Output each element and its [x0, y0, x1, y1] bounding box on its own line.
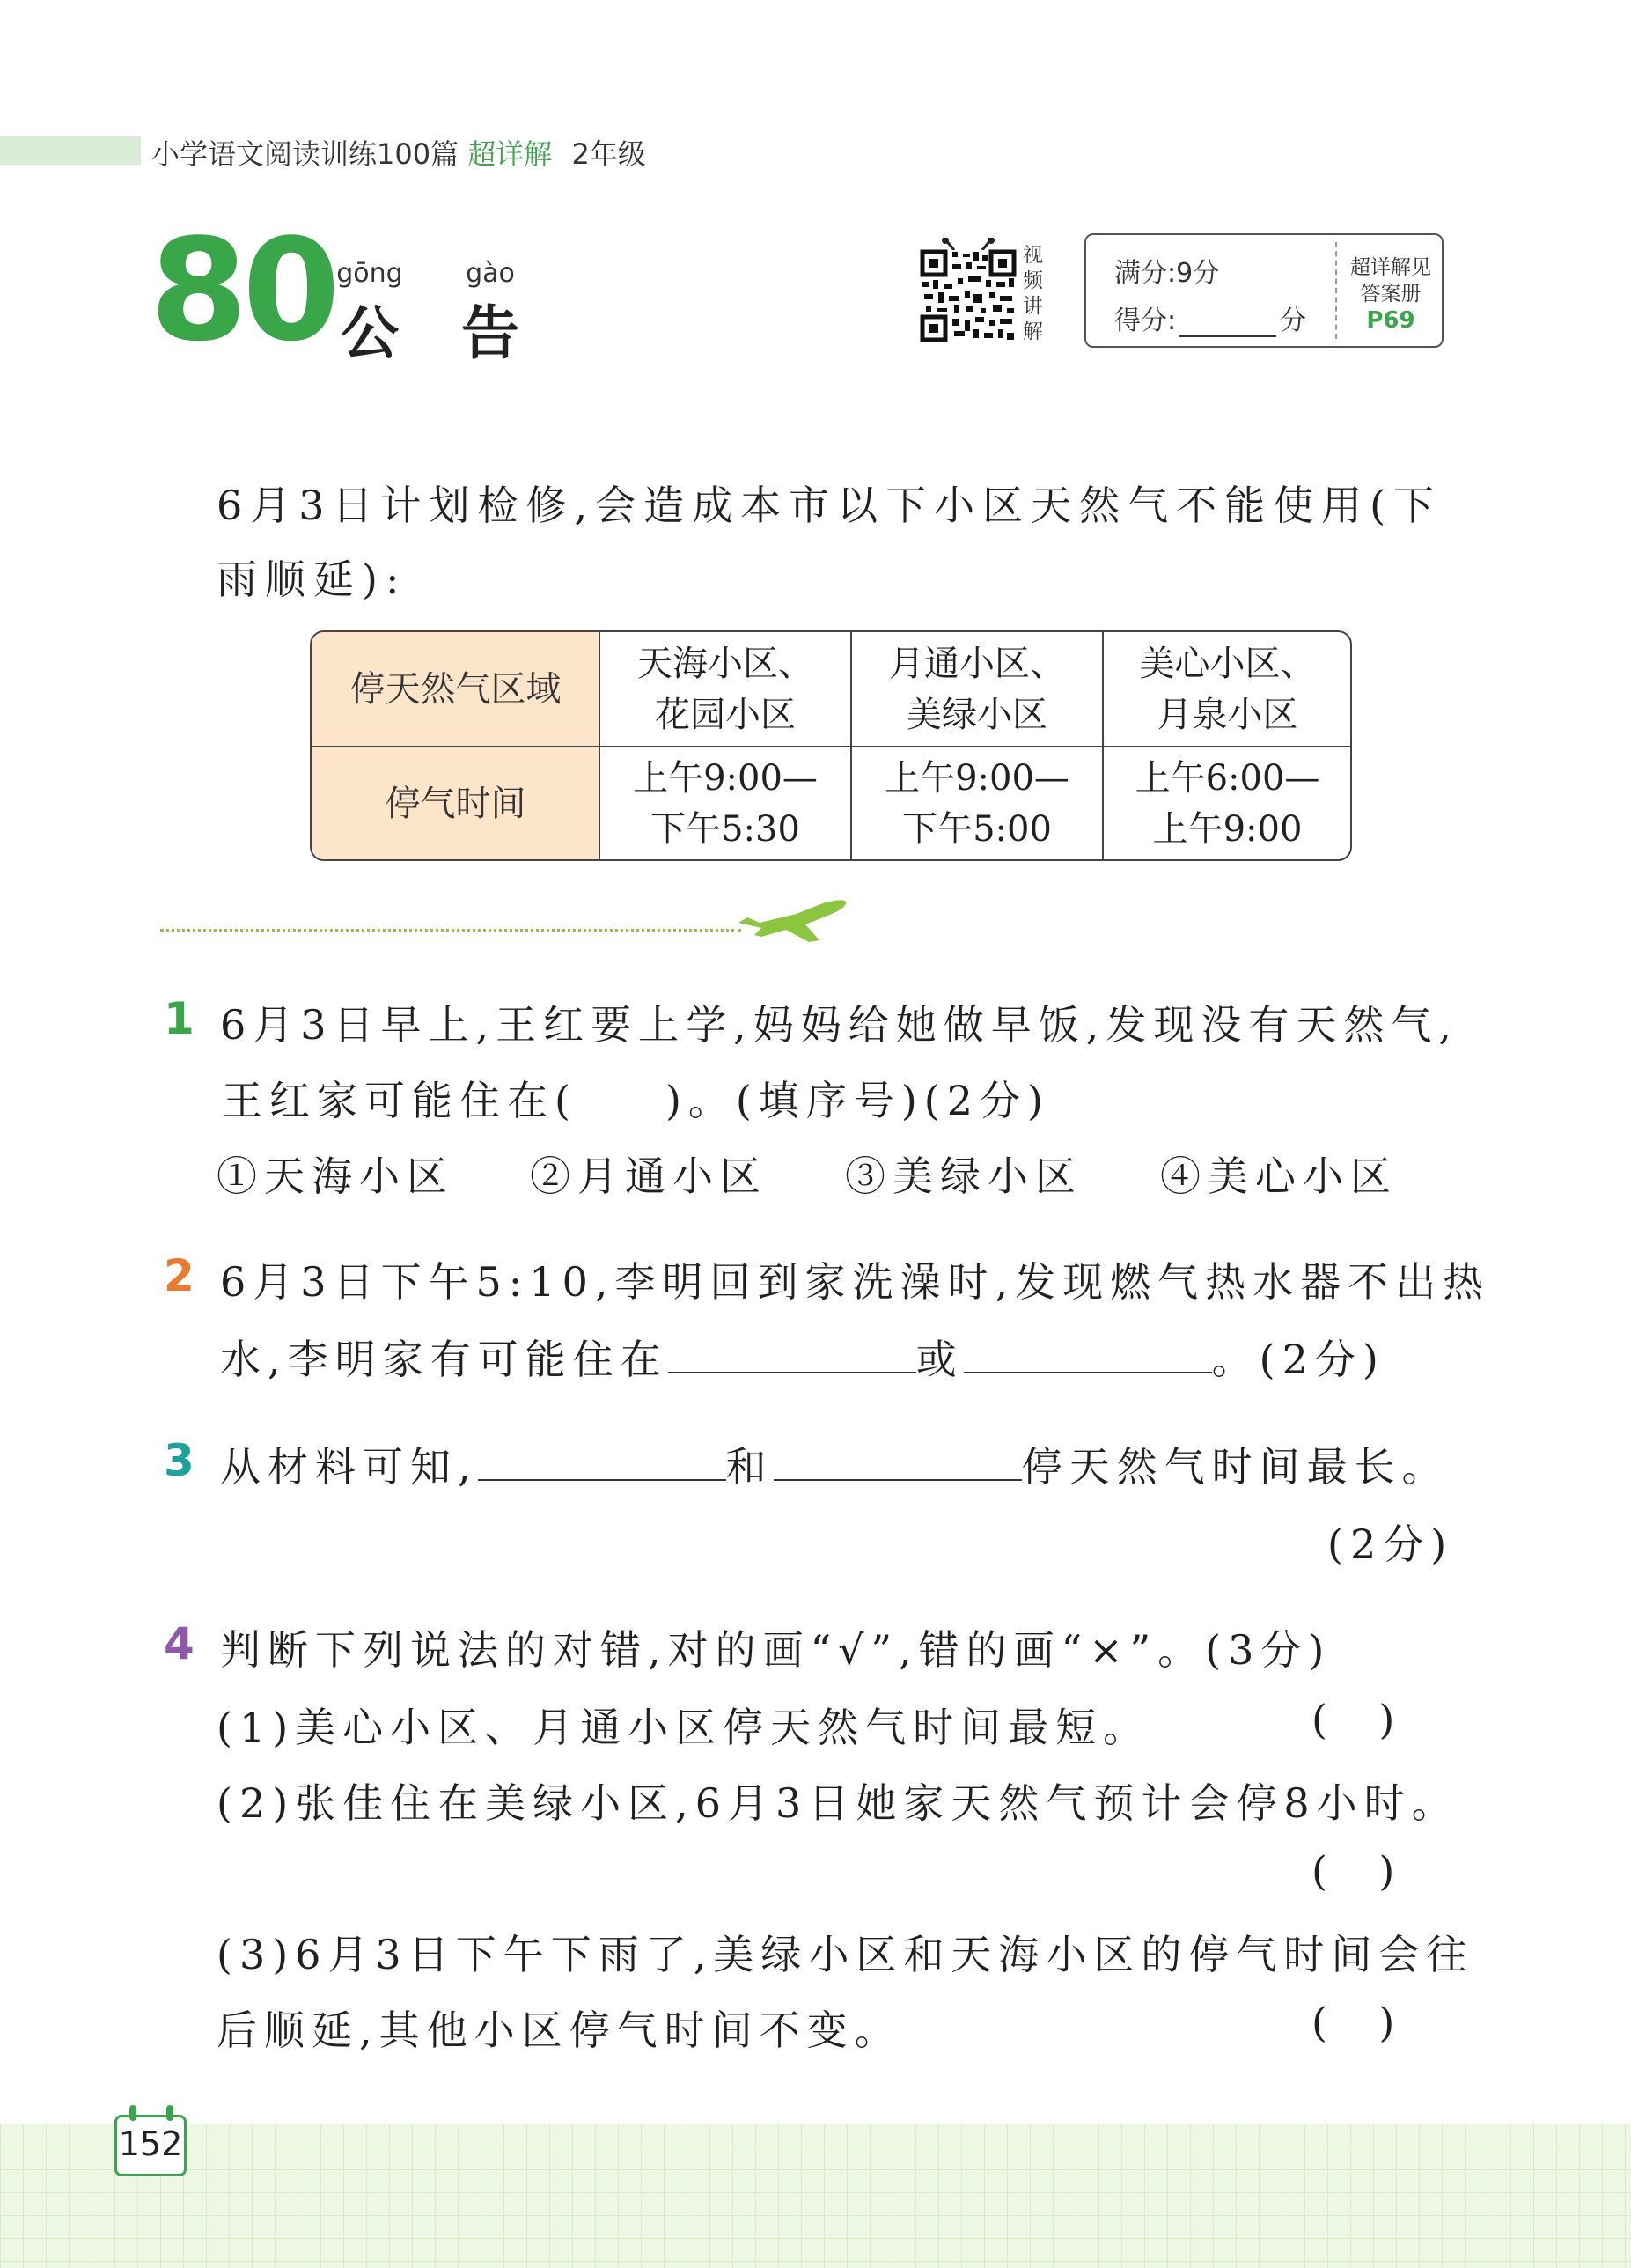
q1-option-4: ④美心小区: [1160, 1152, 1398, 1200]
q1-stem: 王红家可能住在(: [222, 1077, 577, 1124]
cell-text: 下午5:30: [650, 809, 800, 850]
q2-answer-blank-1[interactable]: [668, 1336, 916, 1373]
q4-item-2: (2)张佳住在美绿小区,6月3日她家天然气预计会停8小时。: [217, 1779, 1459, 1827]
book-grade: 2年级: [571, 137, 646, 171]
score-label: 得分:: [1114, 306, 1177, 336]
q4-answer-paren-3[interactable]: ( ): [1311, 1999, 1395, 2046]
passage-line-1: 6月3日计划检修,会造成本市以下小区天然气不能使用(下: [217, 482, 1443, 529]
qr-label-char: 解: [1023, 320, 1043, 343]
q2-or: 或: [915, 1336, 964, 1383]
question-number-2: 2: [164, 1250, 195, 1301]
score-box: [1084, 233, 1444, 348]
answer-ref-line1: 超详解见: [1350, 256, 1431, 279]
cell-text: 美绿小区: [907, 695, 1047, 735]
airplane-icon: [735, 891, 849, 944]
book-header: [151, 132, 646, 173]
table-cell-area-3: [1103, 632, 1352, 747]
qr-code-icon[interactable]: [919, 238, 1018, 343]
cell-text: 花园小区: [655, 695, 796, 735]
outage-table: [310, 630, 1352, 861]
q4-item-1: (1)美心小区、月通小区停天然气时间最短。: [217, 1704, 1151, 1751]
page-number-badge: [114, 2115, 187, 2176]
q2-answer-blank-2[interactable]: [964, 1336, 1212, 1373]
q4-stem: 判断下列说法的对错,对的画“√”,错的画“×”。(3分): [220, 1626, 1332, 1674]
footer-grid: [0, 2124, 1631, 2268]
table-divider: [312, 746, 1350, 747]
cell-text: 月通小区、: [889, 644, 1065, 684]
q3-stem: 从材料可知,: [220, 1443, 478, 1491]
q1-option-2: ②月通小区: [530, 1152, 768, 1200]
answer-ref-line2: 答案册: [1360, 283, 1422, 306]
q2-line-1: 6月3日下午5:10,李明回到家洗澡时,发现燃气热水器不出热: [220, 1258, 1491, 1306]
q3-answer-blank-2[interactable]: [774, 1444, 1022, 1481]
qr-label-char: 频: [1023, 269, 1043, 292]
cell-text: 天海小区、: [637, 644, 813, 684]
table-cell-time-2: [851, 747, 1103, 861]
q3-and: 和: [725, 1443, 774, 1491]
q2-score: 。(2分): [1211, 1336, 1385, 1383]
table-cell-area-1: [599, 632, 851, 747]
q1-option-3: ③美绿小区: [845, 1152, 1083, 1200]
book-title: 小学语文阅读训练100篇: [151, 137, 459, 171]
q3-line-1: [220, 1435, 1450, 1493]
answer-ref-page: P69: [1366, 307, 1415, 334]
cell-text: 上午9:00—: [633, 758, 818, 799]
answer-reference: [1341, 254, 1440, 334]
score-divider: [1335, 242, 1337, 339]
q1-option-1: ①天海小区: [217, 1152, 454, 1200]
q4-answer-paren-2[interactable]: ( ): [1311, 1847, 1395, 1895]
score-input-row: [1114, 298, 1306, 337]
q4-item-3-line-1: (3)6月3日下午下雨了,美绿小区和天海小区的停气时间会往: [217, 1931, 1474, 1978]
cell-text: 月泉小区: [1157, 695, 1298, 735]
score-unit: 分: [1280, 306, 1307, 336]
table-row-header-time: 停气时间: [312, 747, 599, 861]
q1-stem-end: )。(填序号)(2分): [665, 1077, 1050, 1124]
q3-answer-blank-1[interactable]: [478, 1444, 726, 1481]
qr-label-char: 讲: [1023, 295, 1043, 318]
qr-label: [1023, 243, 1046, 345]
dotted-divider: [160, 929, 741, 932]
calendar-ring-icon: [129, 2105, 136, 2121]
title-pinyin-1: gōng: [336, 258, 403, 289]
q4-item-3-line-2: 后顺延,其他小区停气时间不变。: [217, 2007, 902, 2054]
q3-score: (2分): [1327, 1521, 1454, 1568]
title-pinyin-2: gào: [466, 258, 515, 289]
q1-answer-blank[interactable]: [577, 1079, 665, 1115]
cell-text: 美心小区、: [1139, 644, 1316, 684]
table-cell-time-3: [1103, 747, 1352, 861]
cell-text: 上午9:00: [1152, 809, 1303, 850]
qr-label-char: 视: [1023, 244, 1043, 267]
page-number: 152: [118, 2124, 183, 2163]
passage-line-2: 雨顺延):: [217, 556, 408, 603]
cell-text: 上午6:00—: [1135, 758, 1320, 799]
question-number-4: 4: [164, 1618, 195, 1669]
cell-text: 上午9:00—: [885, 758, 1069, 799]
q2-stem: 水,李明家有可能住在: [220, 1336, 668, 1383]
q3-stem-end: 停天然气时间最长。: [1021, 1443, 1450, 1491]
score-blank[interactable]: [1179, 311, 1276, 337]
question-number-3: 3: [164, 1435, 195, 1486]
lesson-number: 80: [150, 208, 335, 372]
table-cell-area-2: [851, 632, 1103, 747]
header-band: [0, 136, 141, 165]
table-cell-time-1: [599, 747, 851, 861]
book-highlight: 超详解: [467, 137, 553, 171]
full-score: 满分:9分: [1114, 258, 1220, 289]
table-row-header-area: 停天然气区域: [312, 632, 599, 747]
q1-line-1: 6月3日早上,王红要上学,妈妈给她做早饭,发现没有天然气,: [220, 1001, 1459, 1049]
q2-line-2: [220, 1328, 1385, 1386]
q4-answer-paren-1[interactable]: ( ): [1311, 1696, 1395, 1743]
title-char-1: 公: [341, 299, 399, 367]
question-number-1: 1: [164, 993, 195, 1044]
title-char-2: 告: [461, 299, 519, 367]
cell-text: 下午5:00: [902, 809, 1052, 850]
q1-line-2: [222, 1069, 1050, 1127]
calendar-ring-icon: [166, 2105, 173, 2121]
